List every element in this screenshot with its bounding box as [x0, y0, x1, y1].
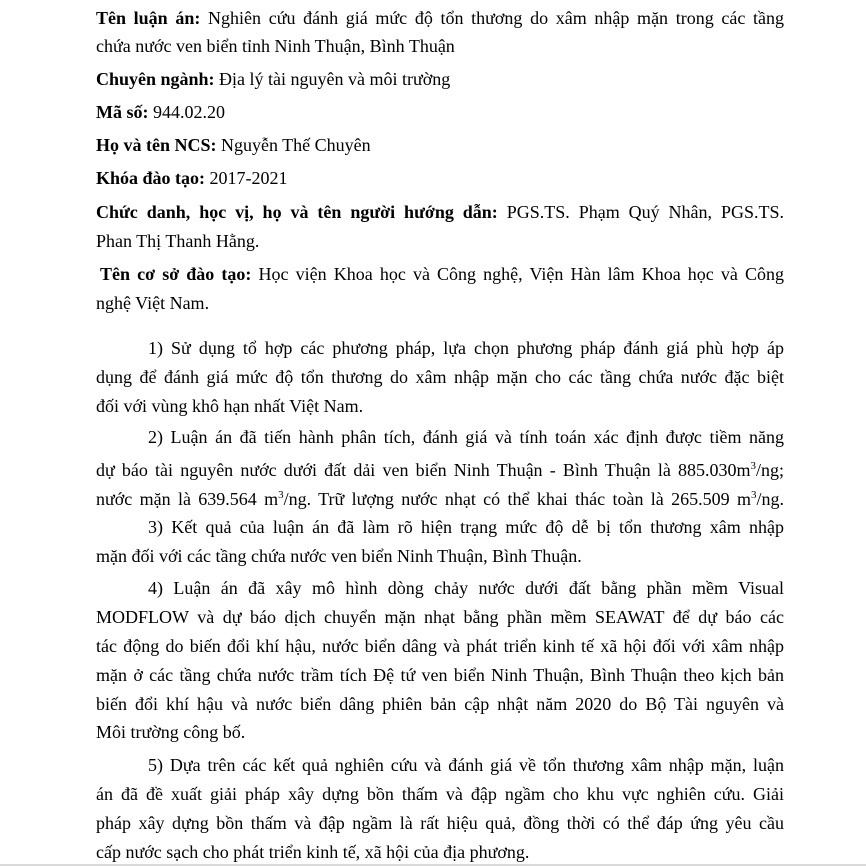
major-label: Chuyên ngành:: [96, 69, 215, 89]
thesis-title-value: Nghiên cứu đánh giá mức độ tổn thương do xâm nhập mặn trong các tầng: [208, 8, 784, 28]
finding-4-line-4: mặn ở các tầng chứa nước trầm tích Đệ tứ ven biển Ninh Thuận, Bình Thuận theo kịch bản: [96, 665, 784, 685]
finding-5-line-3: pháp xây dựng bồn thấm và đập ngầm là rất hiệu quả, đồng thời có thể đáp ứng yêu cầu: [96, 813, 784, 833]
finding-5-line-1: 5) Dựa trên các kết quả nghiên cứu và đánh giá về tổn thương xâm nhập mặn, luận: [148, 755, 784, 775]
finding-4-line-3: tác động do biến đổi khí hậu, nước biển dâng và phát triển kinh tế xã hội đối với xâm nhập: [96, 636, 784, 656]
supervisors-line: [96, 200, 784, 224]
finding-4-line-1: 4) Luận án đã xây mô hình dòng chảy nước dưới đất bằng phần mềm Visual: [148, 578, 784, 598]
thesis-title-continuation: chứa nước ven biển tỉnh Ninh Thuận, Bình Thuận: [96, 36, 455, 56]
code-value: 944.02.20: [153, 102, 225, 122]
finding-1-line-2: dụng để đánh giá mức độ tổn thương do xâm nhập mặn cho các tầng chứa nước đặc biệt: [96, 367, 784, 387]
page-bottom-divider: [0, 864, 866, 866]
institution-value: Học viện Khoa học và Công nghệ, Viện Hàn lâm Khoa học và Công: [258, 264, 785, 284]
code-label: Mã số:: [96, 102, 149, 122]
major-line: [96, 67, 450, 91]
superscript: 3: [278, 489, 284, 501]
unit-suffix: /ng;: [755, 460, 784, 480]
code-line: [96, 100, 225, 124]
unit-suffix: /ng.: [756, 489, 785, 509]
finding-3-line-1: 3) Kết quả của luận án đã làm rõ hiện trạng mức độ dễ bị tổn thương xâm nhập: [148, 517, 784, 537]
finding-2-line-2: [96, 454, 784, 482]
finding-3-line-2: mặn đối với các tầng chứa nước ven biển Ninh Thuận, Bình Thuận.: [96, 546, 582, 566]
candidate-label: Họ và tên NCS:: [96, 135, 217, 155]
finding-2-line-2-text: dự báo tài nguyên nước dưới đất dải ven biển Ninh Thuận - Bình Thuận là 885.030m: [96, 460, 751, 480]
finding-4-line-5: biến đổi khí hậu và nước biển dâng phiên bản cập nhật năm 2020 do Bộ Tài nguyên và: [96, 694, 784, 714]
superscript: 3: [750, 460, 756, 472]
thesis-title-line: [96, 6, 784, 30]
thesis-title-label: Tên luận án:: [96, 8, 201, 28]
finding-2-line-1: 2) Luận án đã tiến hành phân tích, đánh giá và tính toán xác định được tiềm năng: [148, 427, 784, 447]
supervisors-continuation: Phan Thị Thanh Hằng.: [96, 231, 260, 251]
finding-1-line-1: 1) Sử dụng tổ hợp các phương pháp, lựa chọn phương pháp đánh giá phù hợp áp: [148, 338, 784, 358]
finding-2-line-3-text-b: /ng. Trữ lượng nước nhạt có thể khai thác toàn là 265.509 m: [283, 489, 751, 509]
finding-2-line-3: [96, 483, 784, 511]
supervisors-value: PGS.TS. Phạm Quý Nhân, PGS.TS.: [506, 202, 784, 222]
supervisors-label: Chức danh, học vị, họ và tên người hướng dẫn:: [96, 202, 498, 222]
candidate-line: [96, 133, 371, 157]
finding-4-line-2: MODFLOW và dự báo dịch chuyển mặn nhạt bằng phần mềm SEAWAT để dự báo các: [96, 607, 784, 627]
institution-label: Tên cơ sở đào tạo:: [100, 264, 252, 284]
institution-continuation: nghệ Việt Nam.: [96, 293, 210, 313]
major-value: Địa lý tài nguyên và môi trường: [219, 69, 451, 89]
superscript: 3: [751, 489, 757, 501]
candidate-value: Nguyễn Thế Chuyên: [221, 135, 371, 155]
finding-2-line-3-text-a: nước mặn là 639.564 m: [96, 489, 279, 509]
institution-line: [100, 262, 784, 286]
course-line: [96, 166, 288, 190]
course-label: Khóa đào tạo:: [96, 168, 206, 188]
finding-4-line-6: Môi trường công bố.: [96, 722, 246, 742]
course-value: 2017-2021: [209, 168, 288, 188]
finding-5-line-4: cấp nước sạch cho phát triển kinh tế, xã hội của địa phương.: [96, 842, 530, 862]
finding-1-line-3: đối với vùng khô hạn nhất Việt Nam.: [96, 396, 364, 416]
finding-5-line-2: án đã đề xuất giải pháp xây dựng bồn thấm và đập ngầm cho khu vực nghiên cứu. Giải: [96, 784, 784, 804]
